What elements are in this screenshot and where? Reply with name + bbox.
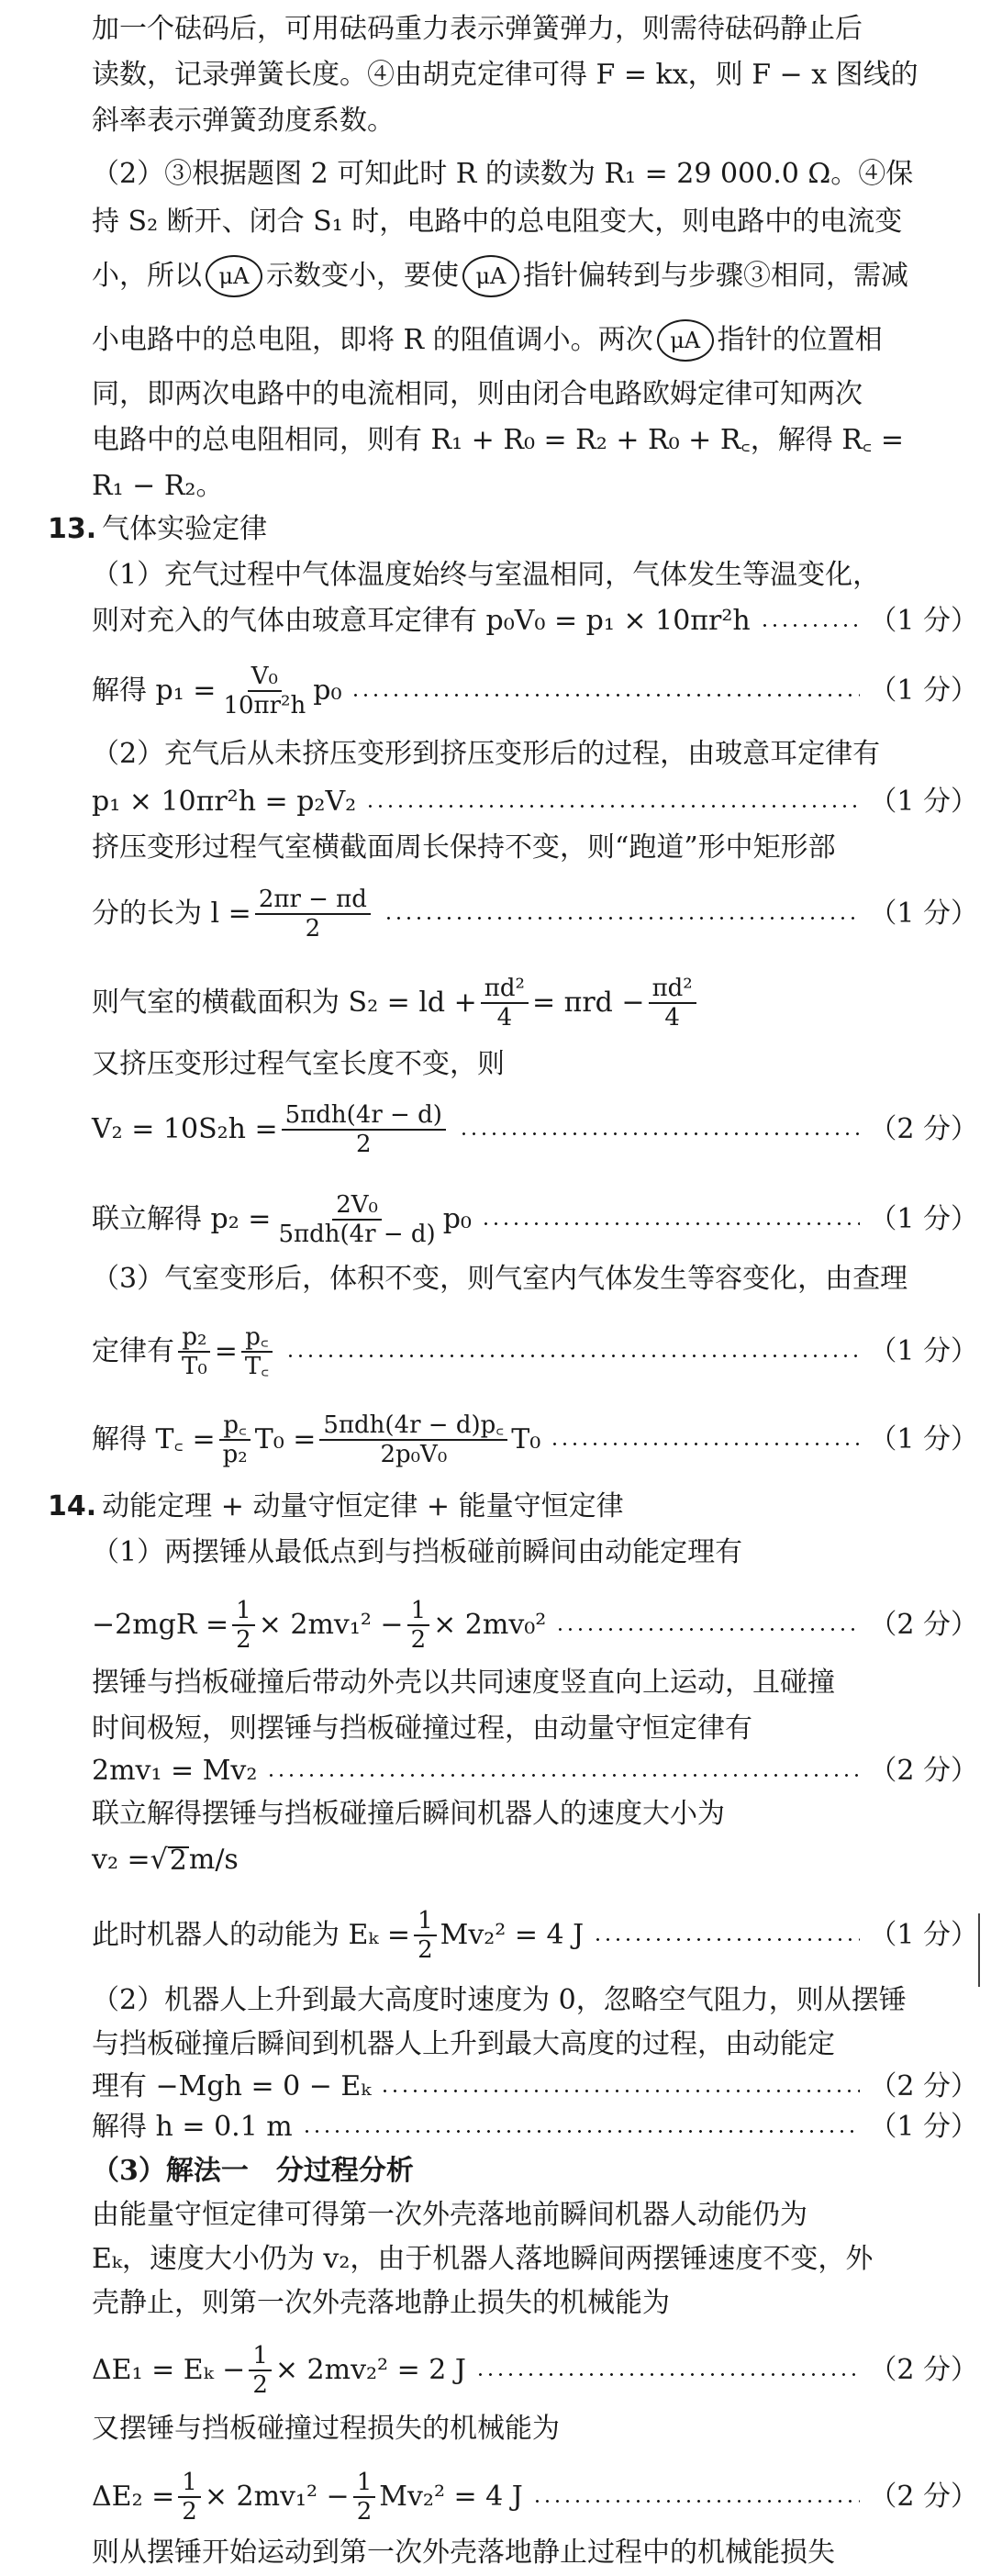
score-label: （1 分） xyxy=(869,1919,978,1951)
text-line: 2mv₁ = Mv₂ （2 分） xyxy=(92,1751,978,1791)
square-root: √ 2 xyxy=(150,1844,187,1877)
score-label: （2 分） xyxy=(869,1755,978,1787)
score-label: （2 分） xyxy=(869,2354,978,2386)
section-13-heading xyxy=(48,509,978,550)
text-line: 小电路中的总电阻，即将 R 的阻值调小。两次 μA 指针的位置相 xyxy=(92,319,978,362)
text-line: R₁ − R₂。 xyxy=(92,470,224,502)
text-line: Eₖ，速度大小仍为 v₂，由于机器人落地瞬间两摆锤速度不变，外 xyxy=(92,2243,874,2275)
dot-leader xyxy=(555,1628,860,1631)
equation-line: V₂ = 10S₂h = $\frac{\text{5πdh(4r − d)}}{2}$ （2 分） xyxy=(92,1101,978,1158)
margin-rule xyxy=(978,1913,980,1987)
text-line: 持 S₂ 断开、闭合 S₁ 时，电路中的总电阻变大，则电路中的电流变 xyxy=(92,206,903,238)
text-line: 时间极短，则摆锤与挡板碰撞过程，由动量守恒定律有 xyxy=(92,1712,752,1745)
dot-leader xyxy=(351,694,860,697)
text-line: （1）两摆锤从最低点到与挡板碰前瞬间由动能定理有 xyxy=(92,1536,743,1568)
fraction: $\frac{1}{2}$ xyxy=(353,2469,376,2526)
equation-line: 则气室的横截面积为 S₂ = ld + $\frac{\text{πd²}}{4}$ = πrd − $\frac{\text{πd²}}{4}$ xyxy=(92,975,978,1032)
text-line: 挤压变形过程气室横截面周长保持不变，则“跑道”形中矩形部 xyxy=(92,831,836,864)
text-line: 同，即两次电路中的电流相同，则由闭合电路欧姆定律可知两次 xyxy=(92,378,863,410)
dot-leader xyxy=(459,1132,860,1135)
text-line: p₁ × 10πr²h = p₂V₂ （1 分） xyxy=(92,782,978,822)
fraction: $\frac{\text{5πdh(4r − d)}}{2}$ xyxy=(282,1101,446,1158)
text-line: 则从摆锤开始运动到第一次外壳落地静止过程中的机械能损失 xyxy=(92,2537,835,2569)
section-title: 动能定理 + 动量守恒定律 + 能量守恒定律 xyxy=(102,1490,624,1522)
fraction: $\frac{1}{2}$ xyxy=(178,2469,201,2526)
text-line: 则对充入的气体由玻意耳定律有 p₀V₀ = p₁ × 10πr²h （1 分） xyxy=(92,601,978,641)
fraction: $\frac{\text{πd²}}{4}$ xyxy=(649,975,696,1032)
text-line: 加一个砝码后，可用砝码重力表示弹簧弹力，则需待砝码静止后 xyxy=(92,13,863,45)
dot-leader xyxy=(481,1222,860,1225)
text-line: 读数，记录弹簧长度。④由胡克定律可得 F = kx，则 F − x 图线的 xyxy=(92,59,919,91)
dot-leader xyxy=(266,1774,860,1777)
equation-line: 分的长为 l = $\frac{2\pi r - \pi d}{2}$ （1 分） xyxy=(92,886,978,942)
equation-line: 解得 p₁ = $\frac{\text{V₀}}{\text{10πr²h}}$ p₀ （1 分） xyxy=(92,663,978,719)
microammeter-symbol: μA xyxy=(206,255,262,297)
text-line: （2）③根据题图 2 可知此时 R 的读数为 R₁ = 29 000.0 Ω。④保 xyxy=(92,158,914,190)
text-line: （3）气室变形后，体积不变，则气室内气体发生等容变化，由查理 xyxy=(92,1263,908,1295)
text-line: 又摆锤与挡板碰撞过程损失的机械能为 xyxy=(92,2413,560,2445)
equation-line: ΔE₁ = Eₖ − $\frac{1}{2}$ × 2mv₂² = 2 J （2 分） xyxy=(92,2342,978,2399)
fraction: $\frac{\text{p₂}}{\text{T₀}}$ xyxy=(178,1323,211,1380)
fraction: $\frac{1}{2}$ xyxy=(249,2342,272,2399)
fraction: $\frac{\text{πd²}}{4}$ xyxy=(481,975,529,1032)
score-label: （2 分） xyxy=(869,1113,978,1145)
dot-leader xyxy=(760,624,861,627)
score-label: （2 分） xyxy=(869,2070,978,2102)
fraction: $\frac{1}{2}$ xyxy=(232,1597,255,1654)
text-line: 与挡板碰撞后瞬间到机器人上升到最大高度的过程，由动能定 xyxy=(92,2028,835,2060)
equation-line: 此时机器人的动能为 Eₖ = $\frac{1}{2}$ Mv₂² = 4 J （1 分） xyxy=(92,1907,978,1964)
dot-leader xyxy=(380,2090,860,2092)
microammeter-symbol: μA xyxy=(657,319,714,362)
equation-line: 定律有 $\frac{\text{p₂}}{\text{T₀}}$ = $\frac{p꜀}{T꜀}$ （1 分） xyxy=(92,1323,978,1380)
text-line: 摆锤与挡板碰撞后带动外壳以共同速度竖直向上运动，且碰撞 xyxy=(92,1667,835,1699)
score-label: （1 分） xyxy=(869,898,978,930)
score-label: （1 分） xyxy=(869,675,978,707)
equation-line: 联立解得 p₂ = $\frac{\text{2V₀}}{\text{5πdh(4r − d)}}$ p₀ （1 分） xyxy=(92,1191,978,1248)
text-line: （3）解法一 分过程分析 xyxy=(92,2155,414,2187)
text-line: 解得 h = 0.1 m （1 分） xyxy=(92,2107,978,2147)
text-line: （2）充气后从未挤压变形到挤压变形后的过程，由玻意耳定律有 xyxy=(92,738,881,770)
fraction: $\frac{1}{2}$ xyxy=(407,1597,430,1654)
fraction: $\frac{p꜀}{\text{p₂}}$ xyxy=(219,1411,251,1468)
text-line: 电路中的总电阻相同，则有 R₁ + R₀ = R₂ + R₀ + R꜀，解得 R꜀ = xyxy=(92,424,904,456)
section-number: 14. xyxy=(48,1490,97,1522)
text-line: 小，所以 μA 示数变小，要使 μA 指针偏转到与步骤③相同，需减 xyxy=(92,255,978,297)
dot-leader xyxy=(550,1443,860,1445)
dot-leader xyxy=(593,1938,860,1941)
equation-line: −2mgR = $\frac{1}{2}$ × 2mv₁² − $\frac{1}{2}$ × 2mv₀² （2 分） xyxy=(92,1597,978,1654)
section-14-heading xyxy=(48,1487,978,1527)
score-label: （1 分） xyxy=(869,605,978,637)
score-label: （2 分） xyxy=(869,1609,978,1641)
fraction: $\frac{\text{5πdh(4r − d)p꜀}}{\text{2p₀V₀}}$ xyxy=(319,1411,507,1468)
equation-line: ΔE₂ = $\frac{1}{2}$ × 2mv₁² − $\frac{1}{2}$ Mv₂² = 4 J （2 分） xyxy=(92,2469,978,2526)
section-number: 13. xyxy=(48,513,97,545)
text-line: 又挤压变形过程气室长度不变，则 xyxy=(92,1048,505,1080)
text-line: 理有 −Mgh = 0 − Eₖ （2 分） xyxy=(92,2067,978,2107)
score-label: （1 分） xyxy=(869,2111,978,2143)
text-line: （1）充气过程中气体温度始终与室温相同，气体发生等温变化， xyxy=(92,559,881,591)
fraction: $\frac{1}{2}$ xyxy=(414,1907,437,1964)
score-label: （1 分） xyxy=(869,1335,978,1367)
text-line: 联立解得摆锤与挡板碰撞后瞬间机器人的速度大小为 xyxy=(92,1798,725,1830)
fraction: $\frac{\text{V₀}}{\text{10πr²h}}$ xyxy=(223,663,306,719)
fraction: $\frac{2\pi r - \pi d}{2}$ xyxy=(255,886,371,942)
dot-leader xyxy=(285,1355,860,1357)
equation-line: v₂ = √ 2 m/s xyxy=(92,1840,978,1880)
fraction: $\frac{p꜀}{T꜀}$ xyxy=(241,1323,273,1380)
dot-leader xyxy=(532,2500,861,2503)
score-label: （1 分） xyxy=(869,1423,978,1455)
score-label: （1 分） xyxy=(869,1203,978,1235)
score-label: （2 分） xyxy=(869,2481,978,2513)
equation-line: 解得 T꜀ = $\frac{p꜀}{\text{p₂}}$ T₀ = $\frac{\text{5πdh(4r − d)p꜀}}{\text{2p₀V₀}}$ T₀ （1 分） xyxy=(92,1411,978,1468)
section-title: 气体实验定律 xyxy=(102,513,268,545)
text-line: 由能量守恒定律可得第一次外壳落地前瞬间机器人动能仍为 xyxy=(92,2199,807,2231)
dot-leader xyxy=(384,917,860,920)
text-line: 斜率表示弹簧劲度系数。 xyxy=(92,105,395,137)
score-label: （1 分） xyxy=(869,786,978,818)
fraction: $\frac{\text{2V₀}}{\text{5πdh(4r − d)}}$ xyxy=(278,1191,436,1248)
text-line: （2）机器人上升到最大高度时速度为 0，忽略空气阻力，则从摆锤 xyxy=(92,1984,907,2016)
dot-leader xyxy=(365,805,860,808)
text-line: 壳静止，则第一次外壳落地静止损失的机械能为 xyxy=(92,2287,670,2319)
microammeter-symbol: μA xyxy=(462,255,519,297)
dot-leader xyxy=(475,2373,860,2376)
dot-leader xyxy=(302,2130,861,2133)
